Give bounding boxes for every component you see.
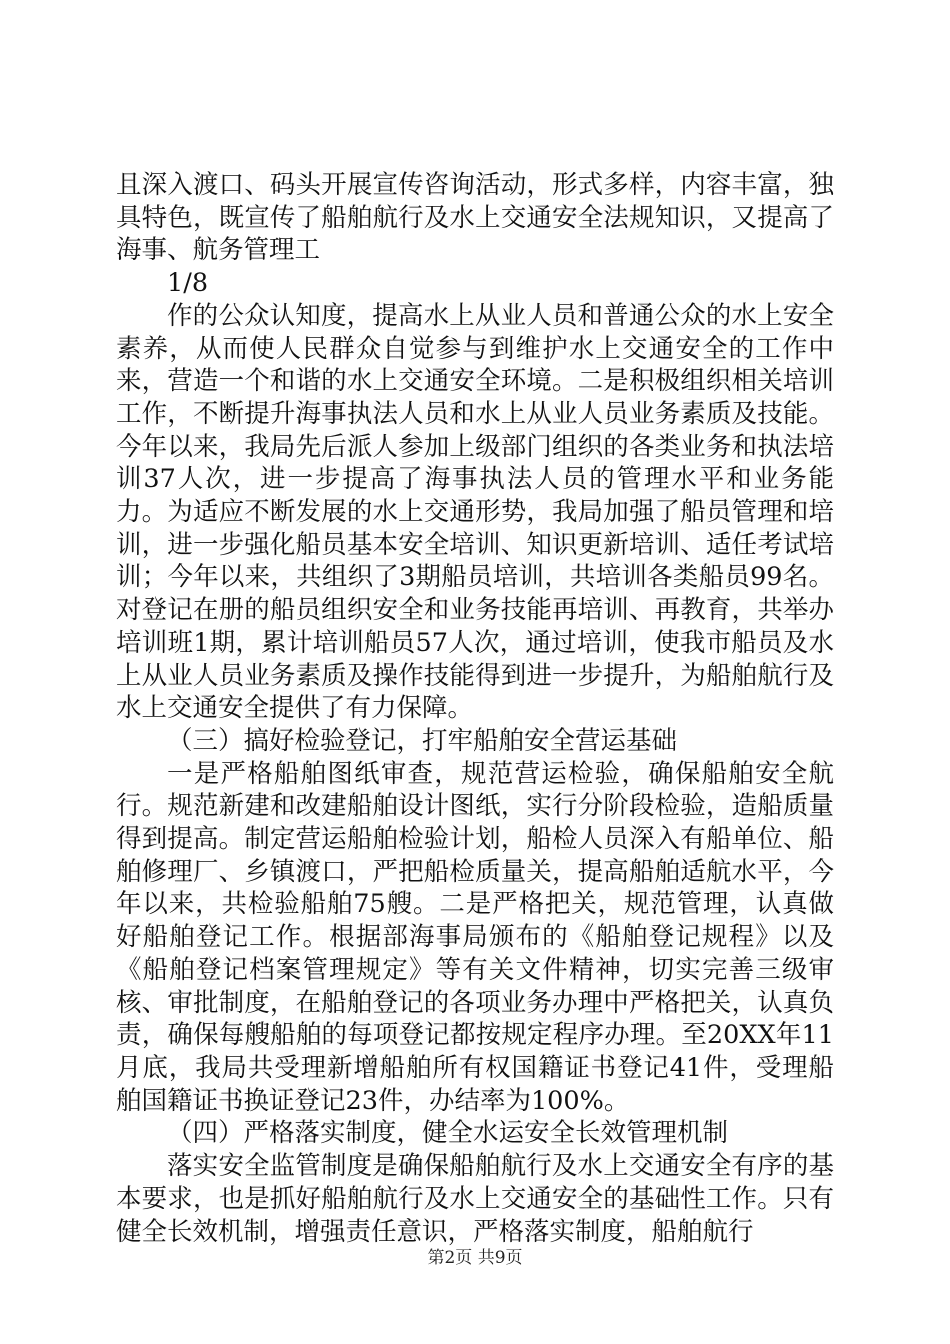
inline-page-marker: 1/8 (167, 268, 209, 299)
document-body (116, 169, 834, 1248)
page-footer: 第2页 共9页 (427, 1248, 523, 1268)
paragraph-training: 作的公众认知度，提高水上从业人员和普通公众的水上安全素养，从而使人民群众自觉参与到维护水上交通安全的工作中来，营造一个和谐的水上交通安全环境。二是积极组织相关培训工作，不断提升海事执法人员和水上从业人员业务素质及技能。今年以来，我局先后派人参加上级部门组织的各类业务和执法培训37人次，进一步提高了海事执法人员的管理水平和业务能力。为适应不断发展的水上交通形势，我局加强了船员管理和培训，进一步强化船员基本安全培训、知识更新培训、适任考试培训；今年以来，共组织了3期船员培训，共培训各类船员99名。对登记在册的船员组织安全和业务技能再培训、再教育，共举办培训班1期，累计培训船员57人次，通过培训，使我市船员及水上从业人员业务素质及操作技能得到进一步提升，为船舶航行及水上交通安全提供了有力保障。 (116, 300, 834, 724)
paragraph-inspection: 一是严格船舶图纸审查，规范营运检验，确保船舶安全航行。规范新建和改建船舶设计图纸，实行分阶段检验，造船质量得到提高。制定营运船舶检验计划，船检人员深入有船单位、船舶修理厂、乡镇渡口，严把船检质量关，提高船舶适航水平，今年以来，共检验船舶75艘。二是严格把关，规范管理，认真做好船舶登记工作。根据部海事局颁布的《船舶登记规程》以及《船舶登记档案管理规定》等有关文件精神，切实完善三级审核、审批制度，在船舶登记的各项业务办理中严格把关，认真负责，确保每艘船舶的每项登记都按规定程序办理。至20XX年11月底，我局共受理新增船舶所有权国籍证书登记41件，受理船舶国籍证书换证登记23件，办结率为100%。 (116, 758, 834, 1116)
paragraph-system: 落实安全监管制度是确保船舶航行及水上交通安全有序的基本要求，也是抓好船舶航行及水上交通安全的基础性工作。只有健全长效机制，增强责任意识，严格落实制度，船舶航行 (116, 1151, 834, 1247)
section-heading-3: （三）搞好检验登记，打牢船舶安全营运基础 (167, 725, 678, 756)
section-heading-4: （四）严格落实制度，健全水运安全长效管理机制 (167, 1118, 729, 1149)
paragraph-continuation: 且深入渡口、码头开展宣传咨询活动，形式多样，内容丰富，独具特色，既宣传了船舶航行及水上交通安全法规知识，又提高了海事、航务管理工 (116, 170, 834, 266)
